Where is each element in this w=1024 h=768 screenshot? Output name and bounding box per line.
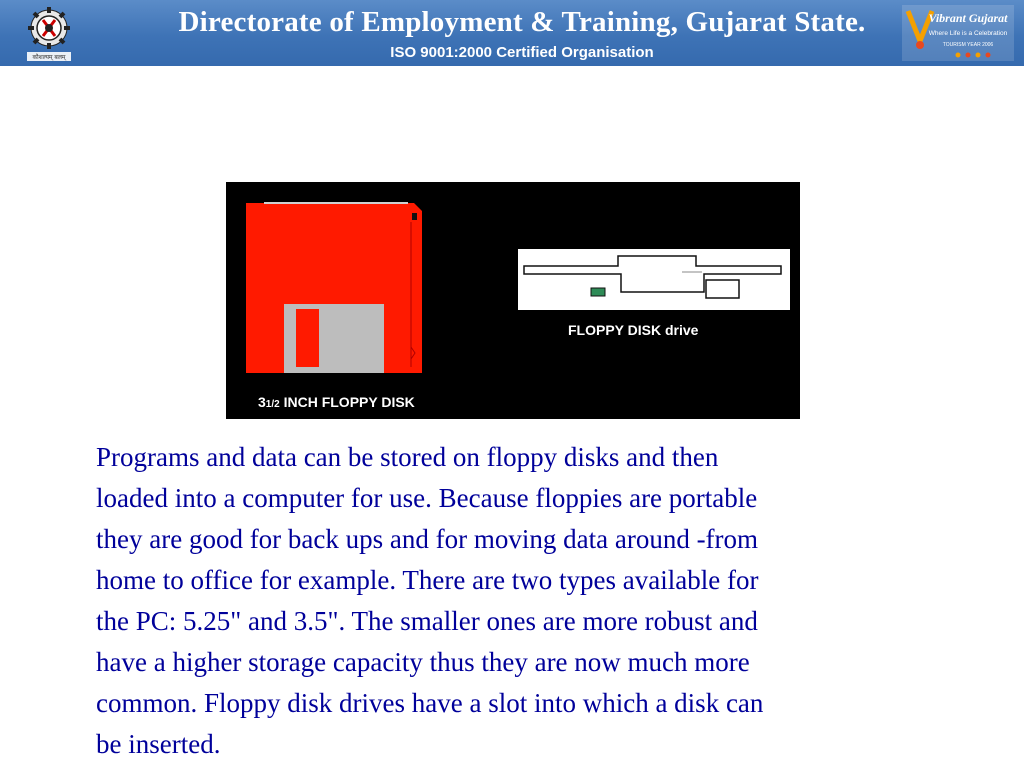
tagline-text: Where Life is a Celebration [928,30,1008,37]
floppy-disk-label: 31/2 INCH FLOPPY DISK [258,394,415,410]
page-subtitle: ISO 9001:2000 Certified Organisation [390,44,654,61]
tourism-year-text: TOURISM YEAR 2006 [942,42,994,48]
floppy-drive-label: FLOPPY DISK drive [568,322,699,338]
header-banner [0,0,1024,66]
vibrant-gujarat-logo [902,5,1014,61]
page-title: Directorate of Employment & Training, Gujarat State. [178,6,866,38]
motto-text: कौशल्यम् बलम् [32,54,66,61]
eject-button-shape [706,280,739,298]
brand-text: Vibrant Gujarat [928,11,1008,25]
floppy-illustration [226,182,800,419]
body-paragraph: Programs and data can be stored on floppy disks and then loaded into a computer for use. Because floppies are portable they are good for back ups and for moving data around -from home to office for example. There are two types available for the PC: 5.25" and 3.5". The smaller ones are more robust and have a higher storage capacity thus they are now much more common. Floppy disk drives have a slot into which a disk can be inserted. [96,442,764,759]
floppy-drive-shape [518,249,790,310]
drive-led [591,288,605,296]
